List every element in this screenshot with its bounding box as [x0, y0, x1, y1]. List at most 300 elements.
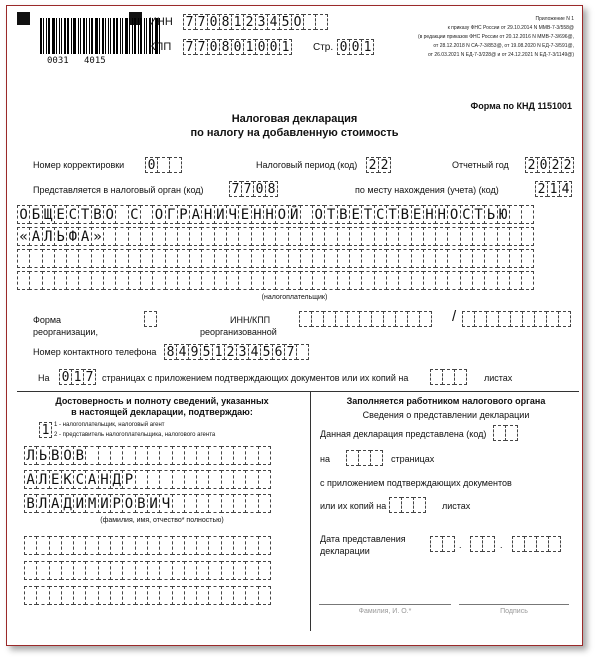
char-cell[interactable]	[140, 271, 153, 290]
char-cell[interactable]	[233, 446, 246, 465]
char-cell[interactable]: О	[152, 205, 165, 224]
phone-field[interactable]	[164, 344, 308, 360]
char-cell[interactable]: Г	[165, 205, 178, 224]
char-cell[interactable]: Д	[110, 470, 123, 489]
char-cell[interactable]	[226, 249, 239, 268]
char-cell[interactable]	[300, 227, 313, 246]
char-cell[interactable]	[275, 249, 288, 268]
char-cell[interactable]: 2	[535, 181, 548, 197]
char-cell[interactable]: 0	[145, 157, 158, 173]
char-cell[interactable]: А	[29, 227, 42, 246]
char-cell[interactable]	[447, 227, 460, 246]
char-cell[interactable]	[258, 470, 271, 489]
char-cell[interactable]	[103, 227, 116, 246]
char-cell[interactable]: Т	[472, 205, 485, 224]
patronymic-field[interactable]	[24, 494, 270, 513]
char-cell[interactable]	[258, 561, 271, 580]
char-cell[interactable]	[85, 586, 98, 605]
char-cell[interactable]	[233, 536, 246, 555]
char-cell[interactable]	[214, 271, 227, 290]
period-field[interactable]	[366, 157, 390, 173]
char-cell[interactable]	[245, 536, 258, 555]
char-cell[interactable]	[140, 227, 153, 246]
char-cell[interactable]	[49, 536, 62, 555]
char-cell[interactable]: О	[447, 205, 460, 224]
char-cell[interactable]	[135, 446, 148, 465]
char-cell[interactable]: 1	[71, 369, 84, 385]
char-cell[interactable]	[324, 271, 337, 290]
char-cell[interactable]	[245, 470, 258, 489]
char-cell[interactable]: А	[78, 227, 91, 246]
char-cell[interactable]	[49, 561, 62, 580]
location-field[interactable]	[535, 181, 571, 197]
char-cell[interactable]	[263, 271, 276, 290]
char-cell[interactable]: Ю	[497, 205, 510, 224]
char-cell[interactable]	[521, 249, 534, 268]
char-cell[interactable]	[115, 227, 128, 246]
signer-code-field[interactable]	[39, 422, 51, 438]
char-cell[interactable]	[221, 586, 234, 605]
char-cell[interactable]	[423, 249, 436, 268]
char-cell[interactable]	[144, 311, 157, 327]
char-cell[interactable]	[312, 249, 325, 268]
char-cell[interactable]	[177, 271, 190, 290]
char-cell[interactable]	[263, 227, 276, 246]
char-cell[interactable]	[91, 271, 104, 290]
char-cell[interactable]: 9	[188, 344, 201, 360]
surname-field[interactable]	[24, 446, 270, 465]
char-cell[interactable]: Н	[435, 205, 448, 224]
char-cell[interactable]	[61, 561, 74, 580]
char-cell[interactable]: 7	[241, 181, 254, 197]
char-cell[interactable]: 7	[195, 14, 208, 30]
taxpayer-name-row-2[interactable]	[17, 227, 533, 246]
char-cell[interactable]	[398, 227, 411, 246]
char-cell[interactable]: Е	[49, 470, 62, 489]
char-cell[interactable]	[196, 494, 209, 513]
char-cell[interactable]: 7	[183, 14, 196, 30]
char-cell[interactable]	[110, 586, 123, 605]
char-cell[interactable]: С	[460, 205, 473, 224]
char-cell[interactable]	[411, 271, 424, 290]
char-cell[interactable]: 2	[224, 344, 237, 360]
char-cell[interactable]	[29, 271, 42, 290]
char-cell[interactable]	[184, 586, 197, 605]
char-cell[interactable]	[337, 249, 350, 268]
char-cell[interactable]	[73, 586, 86, 605]
char-cell[interactable]	[233, 586, 246, 605]
char-cell[interactable]: 1	[231, 14, 244, 30]
char-cell[interactable]	[196, 561, 209, 580]
char-cell[interactable]	[184, 470, 197, 489]
char-cell[interactable]	[103, 249, 116, 268]
char-cell[interactable]: 0	[253, 181, 266, 197]
char-cell[interactable]: 2	[378, 157, 391, 173]
char-cell[interactable]: 2	[366, 157, 379, 173]
pages-field[interactable]	[59, 369, 95, 385]
char-cell[interactable]	[24, 536, 37, 555]
char-cell[interactable]	[324, 227, 337, 246]
char-cell[interactable]	[115, 271, 128, 290]
inspector-pages-field[interactable]	[346, 450, 382, 466]
char-cell[interactable]: 8	[219, 14, 232, 30]
char-cell[interactable]: 0	[59, 369, 72, 385]
char-cell[interactable]	[505, 425, 518, 441]
char-cell[interactable]	[61, 536, 74, 555]
char-cell[interactable]: О	[275, 205, 288, 224]
char-cell[interactable]	[98, 446, 111, 465]
char-cell[interactable]	[435, 271, 448, 290]
char-cell[interactable]: С	[73, 470, 86, 489]
char-cell[interactable]: 5	[279, 14, 292, 30]
char-cell[interactable]: Е	[411, 205, 424, 224]
char-cell[interactable]: Р	[122, 470, 135, 489]
char-cell[interactable]	[36, 561, 49, 580]
char-cell[interactable]	[233, 561, 246, 580]
char-cell[interactable]	[472, 227, 485, 246]
char-cell[interactable]	[73, 536, 86, 555]
char-cell[interactable]: И	[147, 494, 160, 513]
char-cell[interactable]: Ч	[226, 205, 239, 224]
char-cell[interactable]	[184, 494, 197, 513]
char-cell[interactable]	[245, 561, 258, 580]
char-cell[interactable]: 0	[337, 39, 350, 55]
char-cell[interactable]	[172, 536, 185, 555]
char-cell[interactable]	[214, 249, 227, 268]
char-cell[interactable]	[386, 227, 399, 246]
char-cell[interactable]	[165, 227, 178, 246]
char-cell[interactable]	[460, 271, 473, 290]
char-cell[interactable]	[460, 249, 473, 268]
char-cell[interactable]	[122, 586, 135, 605]
char-cell[interactable]	[413, 497, 426, 513]
char-cell[interactable]	[196, 586, 209, 605]
char-cell[interactable]	[98, 536, 111, 555]
char-cell[interactable]	[435, 227, 448, 246]
char-cell[interactable]: 1	[212, 344, 225, 360]
char-cell[interactable]	[128, 227, 141, 246]
char-cell[interactable]	[288, 227, 301, 246]
char-cell[interactable]: О	[17, 205, 30, 224]
char-cell[interactable]	[177, 249, 190, 268]
char-cell[interactable]	[115, 205, 128, 224]
char-cell[interactable]: И	[98, 494, 111, 513]
char-cell[interactable]	[147, 561, 160, 580]
char-cell[interactable]	[140, 205, 153, 224]
char-cell[interactable]	[78, 249, 91, 268]
char-cell[interactable]	[258, 446, 271, 465]
char-cell[interactable]: Л	[24, 446, 37, 465]
char-cell[interactable]: 0	[255, 39, 268, 55]
char-cell[interactable]: 8	[265, 181, 278, 197]
char-cell[interactable]	[42, 249, 55, 268]
char-cell[interactable]	[324, 249, 337, 268]
char-cell[interactable]	[221, 494, 234, 513]
char-cell[interactable]	[159, 561, 172, 580]
char-cell[interactable]: Ь	[484, 205, 497, 224]
char-cell[interactable]: О	[291, 14, 304, 30]
representative-row-2[interactable]	[24, 561, 270, 580]
char-cell[interactable]	[49, 586, 62, 605]
correction-field[interactable]	[145, 157, 181, 173]
char-cell[interactable]	[442, 536, 455, 552]
char-cell[interactable]: О	[122, 494, 135, 513]
char-cell[interactable]	[172, 470, 185, 489]
char-cell[interactable]	[152, 249, 165, 268]
char-cell[interactable]	[201, 271, 214, 290]
char-cell[interactable]	[521, 205, 534, 224]
char-cell[interactable]: Д	[61, 494, 74, 513]
char-cell[interactable]	[165, 249, 178, 268]
char-cell[interactable]: 0	[267, 39, 280, 55]
char-cell[interactable]	[245, 494, 258, 513]
date-month-field[interactable]	[470, 536, 494, 552]
char-cell[interactable]	[61, 586, 74, 605]
char-cell[interactable]: 8	[164, 344, 177, 360]
char-cell[interactable]	[221, 561, 234, 580]
char-cell[interactable]	[221, 536, 234, 555]
char-cell[interactable]	[24, 561, 37, 580]
char-cell[interactable]	[147, 586, 160, 605]
char-cell[interactable]	[189, 227, 202, 246]
char-cell[interactable]: Ч	[159, 494, 172, 513]
char-cell[interactable]	[208, 586, 221, 605]
char-cell[interactable]	[245, 446, 258, 465]
char-cell[interactable]	[208, 494, 221, 513]
taxpayer-name-row-3[interactable]	[17, 249, 533, 268]
char-cell[interactable]	[189, 249, 202, 268]
kpp-field[interactable]	[183, 39, 291, 55]
char-cell[interactable]: О	[103, 205, 116, 224]
inn-field[interactable]	[183, 14, 327, 30]
char-cell[interactable]	[423, 271, 436, 290]
char-cell[interactable]	[238, 249, 251, 268]
char-cell[interactable]: «	[17, 227, 30, 246]
char-cell[interactable]	[115, 249, 128, 268]
char-cell[interactable]	[91, 249, 104, 268]
char-cell[interactable]: В	[398, 205, 411, 224]
char-cell[interactable]	[147, 470, 160, 489]
char-cell[interactable]	[386, 249, 399, 268]
char-cell[interactable]	[208, 561, 221, 580]
char-cell[interactable]	[128, 249, 141, 268]
char-cell[interactable]	[238, 227, 251, 246]
char-cell[interactable]	[172, 446, 185, 465]
char-cell[interactable]: 4	[176, 344, 189, 360]
char-cell[interactable]: И	[214, 205, 227, 224]
char-cell[interactable]	[85, 446, 98, 465]
char-cell[interactable]	[361, 249, 374, 268]
char-cell[interactable]: 0	[537, 157, 550, 173]
char-cell[interactable]	[24, 586, 37, 605]
char-cell[interactable]	[233, 470, 246, 489]
authority-field[interactable]	[229, 181, 277, 197]
char-cell[interactable]: А	[49, 494, 62, 513]
char-cell[interactable]: В	[135, 494, 148, 513]
char-cell[interactable]	[17, 249, 30, 268]
char-cell[interactable]	[275, 271, 288, 290]
char-cell[interactable]	[398, 271, 411, 290]
char-cell[interactable]	[361, 271, 374, 290]
char-cell[interactable]	[312, 227, 325, 246]
char-cell[interactable]	[135, 470, 148, 489]
char-cell[interactable]: 2	[549, 157, 562, 173]
char-cell[interactable]: Е	[349, 205, 362, 224]
char-cell[interactable]: 7	[183, 39, 196, 55]
char-cell[interactable]	[509, 271, 522, 290]
date-day-field[interactable]	[430, 536, 454, 552]
char-cell[interactable]	[435, 249, 448, 268]
char-cell[interactable]: Е	[54, 205, 67, 224]
char-cell[interactable]: 3	[236, 344, 249, 360]
char-cell[interactable]	[66, 249, 79, 268]
char-cell[interactable]: И	[73, 494, 86, 513]
char-cell[interactable]: О	[312, 205, 325, 224]
char-cell[interactable]	[337, 227, 350, 246]
char-cell[interactable]	[36, 586, 49, 605]
date-year-field[interactable]	[512, 536, 560, 552]
char-cell[interactable]	[288, 271, 301, 290]
char-cell[interactable]	[484, 227, 497, 246]
char-cell[interactable]: Н	[251, 205, 264, 224]
char-cell[interactable]: 0	[231, 39, 244, 55]
char-cell[interactable]	[258, 586, 271, 605]
char-cell[interactable]	[122, 561, 135, 580]
char-cell[interactable]	[300, 205, 313, 224]
char-cell[interactable]: Н	[263, 205, 276, 224]
char-cell[interactable]	[42, 271, 55, 290]
char-cell[interactable]	[29, 249, 42, 268]
char-cell[interactable]: 1	[361, 39, 374, 55]
char-cell[interactable]	[251, 271, 264, 290]
char-cell[interactable]	[558, 311, 571, 327]
char-cell[interactable]	[184, 446, 197, 465]
char-cell[interactable]: С	[128, 205, 141, 224]
char-cell[interactable]	[447, 249, 460, 268]
char-cell[interactable]	[159, 536, 172, 555]
char-cell[interactable]	[208, 536, 221, 555]
char-cell[interactable]	[370, 450, 383, 466]
char-cell[interactable]	[482, 536, 495, 552]
char-cell[interactable]: 5	[260, 344, 273, 360]
char-cell[interactable]: Т	[361, 205, 374, 224]
char-cell[interactable]	[258, 536, 271, 555]
char-cell[interactable]	[423, 227, 436, 246]
char-cell[interactable]: В	[73, 446, 86, 465]
char-cell[interactable]	[54, 249, 67, 268]
char-cell[interactable]	[386, 271, 399, 290]
char-cell[interactable]: 1	[547, 181, 560, 197]
char-cell[interactable]	[251, 249, 264, 268]
reorg-inn-field[interactable]	[299, 311, 431, 327]
char-cell[interactable]	[196, 536, 209, 555]
char-cell[interactable]: Л	[36, 494, 49, 513]
char-cell[interactable]: Н	[423, 205, 436, 224]
representative-row-3[interactable]	[24, 586, 270, 605]
char-cell[interactable]: С	[66, 205, 79, 224]
char-cell[interactable]	[165, 271, 178, 290]
char-cell[interactable]	[147, 446, 160, 465]
char-cell[interactable]	[152, 271, 165, 290]
char-cell[interactable]: 7	[83, 369, 96, 385]
char-cell[interactable]	[196, 470, 209, 489]
char-cell[interactable]	[189, 271, 202, 290]
char-cell[interactable]	[103, 271, 116, 290]
char-cell[interactable]	[419, 311, 432, 327]
char-cell[interactable]: К	[61, 470, 74, 489]
char-cell[interactable]	[374, 249, 387, 268]
char-cell[interactable]	[454, 369, 467, 385]
char-cell[interactable]	[509, 205, 522, 224]
char-cell[interactable]: В	[91, 205, 104, 224]
char-cell[interactable]: Н	[201, 205, 214, 224]
char-cell[interactable]: Р	[177, 205, 190, 224]
inspector-sheets-field[interactable]	[389, 497, 425, 513]
char-cell[interactable]: Т	[324, 205, 337, 224]
char-cell[interactable]	[214, 227, 227, 246]
char-cell[interactable]	[238, 271, 251, 290]
char-cell[interactable]: В	[49, 446, 62, 465]
char-cell[interactable]: 7	[229, 181, 242, 197]
char-cell[interactable]	[135, 536, 148, 555]
char-cell[interactable]	[315, 14, 328, 30]
representative-row-1[interactable]	[24, 536, 270, 555]
char-cell[interactable]	[17, 271, 30, 290]
char-cell[interactable]	[201, 249, 214, 268]
char-cell[interactable]	[245, 586, 258, 605]
char-cell[interactable]: 0	[207, 14, 220, 30]
char-cell[interactable]: Т	[78, 205, 91, 224]
char-cell[interactable]	[349, 249, 362, 268]
char-cell[interactable]	[140, 249, 153, 268]
char-cell[interactable]: Н	[98, 470, 111, 489]
taxpayer-name-row-4[interactable]	[17, 271, 533, 290]
char-cell[interactable]	[85, 561, 98, 580]
char-cell[interactable]: Ь	[54, 227, 67, 246]
char-cell[interactable]	[460, 227, 473, 246]
char-cell[interactable]	[159, 586, 172, 605]
char-cell[interactable]	[497, 249, 510, 268]
char-cell[interactable]	[98, 586, 111, 605]
char-cell[interactable]	[135, 561, 148, 580]
char-cell[interactable]	[36, 536, 49, 555]
char-cell[interactable]	[497, 227, 510, 246]
char-cell[interactable]	[66, 271, 79, 290]
char-cell[interactable]: 1	[243, 39, 256, 55]
char-cell[interactable]: 0	[207, 39, 220, 55]
name-field[interactable]	[24, 470, 270, 489]
char-cell[interactable]: О	[61, 446, 74, 465]
char-cell[interactable]	[54, 271, 67, 290]
char-cell[interactable]	[110, 446, 123, 465]
char-cell[interactable]: 4	[559, 181, 572, 197]
char-cell[interactable]	[521, 271, 534, 290]
char-cell[interactable]	[411, 227, 424, 246]
char-cell[interactable]	[73, 561, 86, 580]
char-cell[interactable]	[110, 561, 123, 580]
char-cell[interactable]	[548, 536, 561, 552]
reorg-kpp-field[interactable]	[462, 311, 570, 327]
char-cell[interactable]	[221, 446, 234, 465]
char-cell[interactable]: Т	[386, 205, 399, 224]
reorg-form-field[interactable]	[144, 311, 156, 327]
char-cell[interactable]	[233, 494, 246, 513]
char-cell[interactable]	[172, 586, 185, 605]
char-cell[interactable]: 7	[195, 39, 208, 55]
char-cell[interactable]	[497, 271, 510, 290]
char-cell[interactable]: 6	[272, 344, 285, 360]
char-cell[interactable]: Щ	[42, 205, 55, 224]
